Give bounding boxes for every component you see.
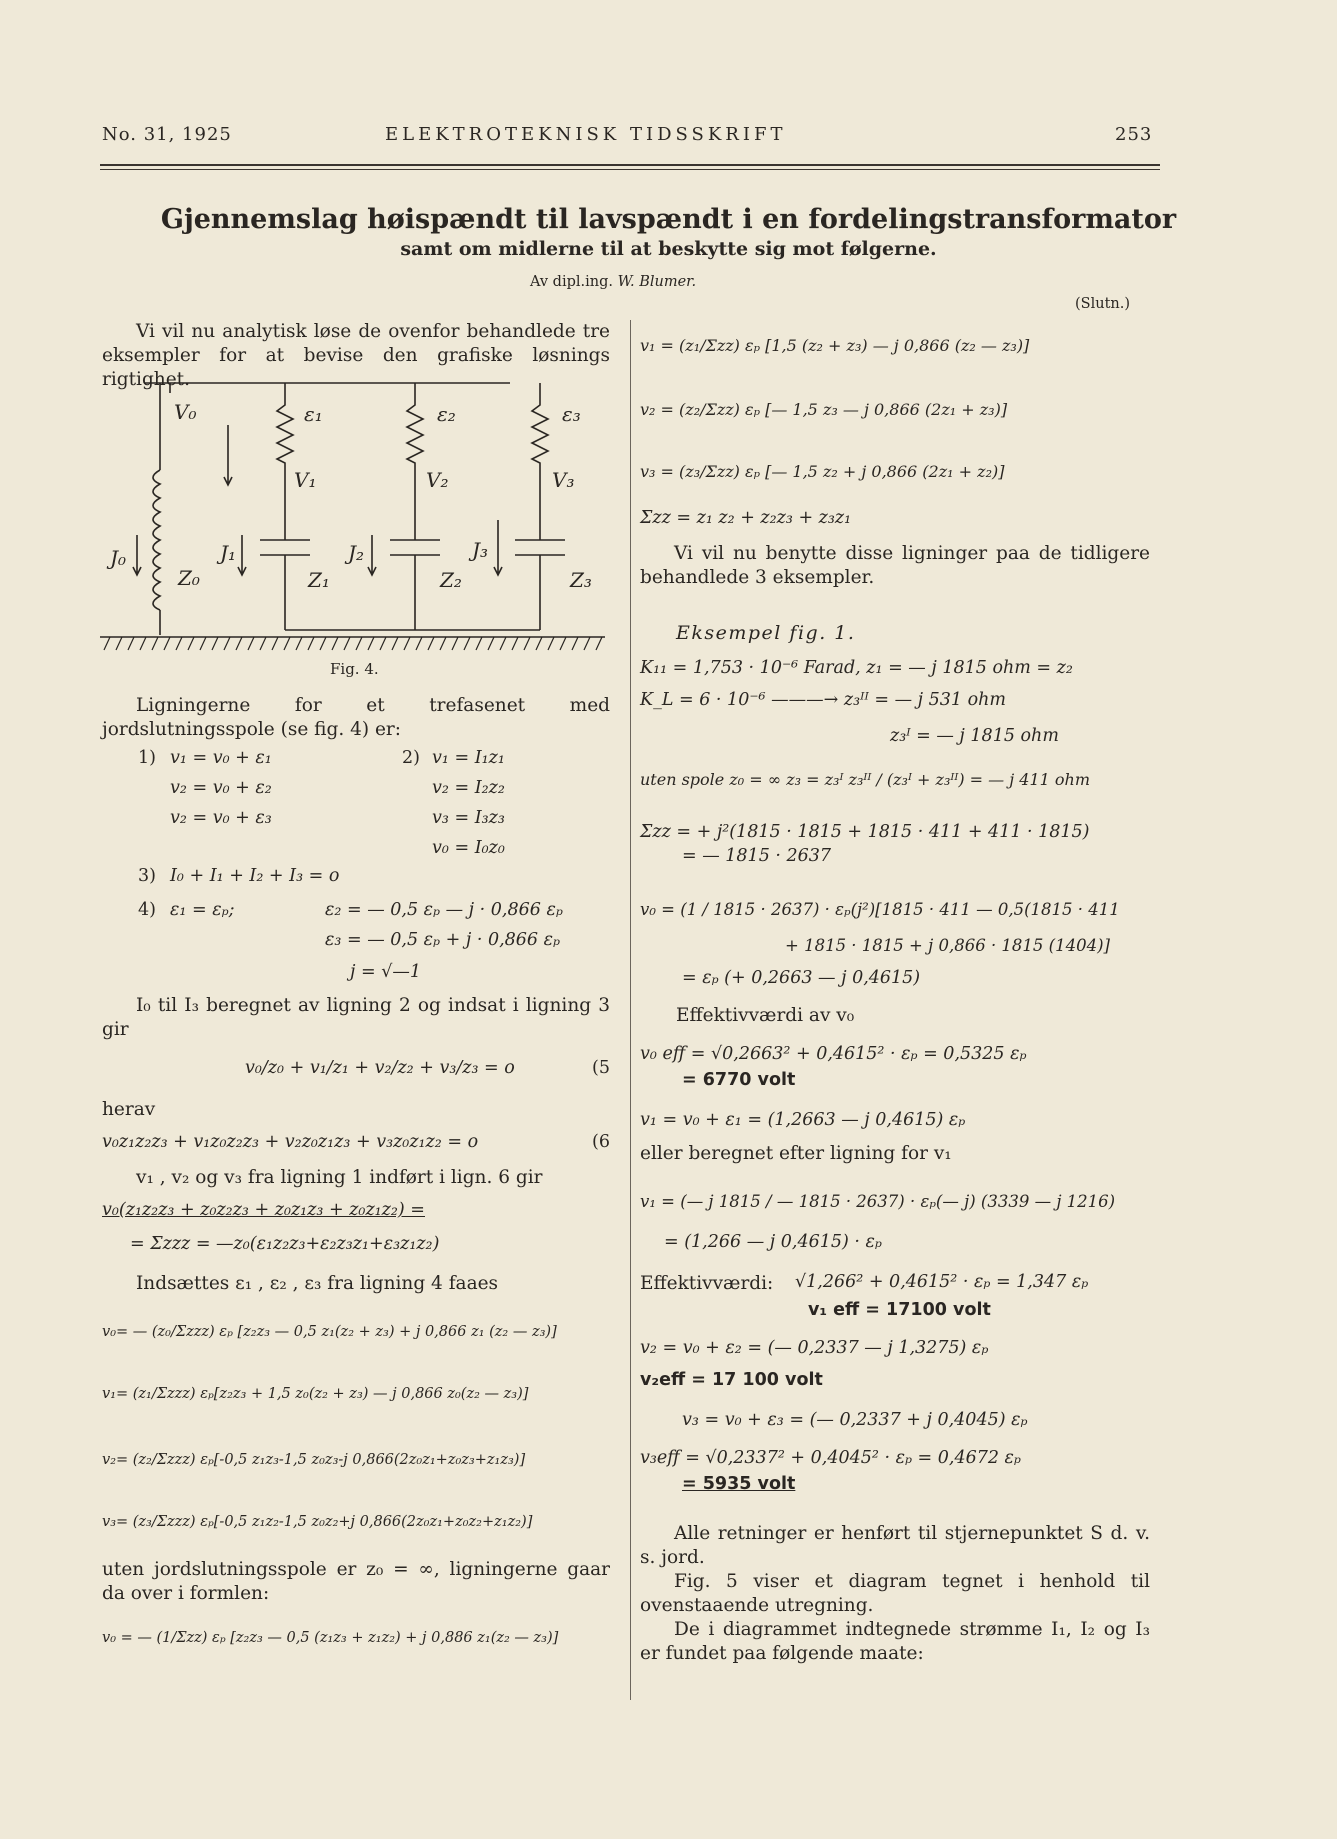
- capacitor-plates: [260, 540, 565, 555]
- v1eff: v₁ eff = 17100 volt: [808, 1300, 991, 1320]
- r3: v₃ = (z₃/Σzz) εₚ [— 1,5 z₂ + j 0,866 (2z₁ + z₂)]: [640, 462, 1005, 481]
- final-paragraph-2: Fig. 5 viser et diagram tegnet i henhold til ovenstaaende utregning.: [640, 1571, 1150, 1616]
- resistor-3: [532, 383, 548, 500]
- v0-formula-2: v₀ = — (1/Σzz) εₚ [z₂z₃ — 0,5 (z₁z₃ + z₁z₂) + j 0,886 z₁(z₂ — z₃)]: [102, 1630, 559, 1646]
- example-heading: Eksempel fig. 1.: [676, 622, 856, 644]
- figure-4-circuit: [100, 375, 610, 655]
- eq4b: ε₂ = — 0,5 εₚ — j · 0,866 εₚ: [325, 900, 563, 920]
- eq7a: v₀(z₁z₂z₃ + z₀z₂z₃ + z₀z₁z₃ + z₀z₁z₂) =: [102, 1200, 425, 1220]
- label-e2: ε₂: [437, 402, 456, 426]
- eq2-number: 2): [402, 748, 420, 768]
- eq7b: = Σzzz = —z₀(ε₁z₂z₃+ε₂z₃z₁+ε₃z₁z₂): [130, 1234, 440, 1254]
- label-V0: V₀: [174, 400, 197, 424]
- eq5: v₀/z₀ + v₁/z₁ + v₂/z₂ + v₃/z₃ = o: [245, 1058, 515, 1078]
- continued-note: (Slutn.): [1075, 296, 1130, 312]
- v1c: = (1,266 — j 0,4615) · εₚ: [664, 1232, 882, 1252]
- journal-title: ELEKTROTEKNISK TIDSSKRIFT: [385, 124, 787, 145]
- text-or: eller beregnet efter ligning for v₁: [640, 1143, 952, 1164]
- v2eff: v₂eff = 17 100 volt: [640, 1370, 823, 1390]
- eq5-number: (5: [592, 1058, 610, 1078]
- label-Z3: Z₃: [570, 568, 592, 592]
- label-V2: V₂: [426, 468, 449, 492]
- text-I0: I₀ til I₃ beregnet av ligning 2 og indsat i ligning 3 gir: [102, 995, 610, 1040]
- k2: K_L = 6 · 10⁻⁶ ———→ z₃ᴵᴵ = — j 531 ohm: [640, 690, 1007, 710]
- v1-formula: v₁= (z₁/Σzzz) εₚ[z₂z₃ + 1,5 z₀(z₂ + z₃) — j 0,866 z₀(z₂ — z₃)]: [102, 1386, 529, 1402]
- v1b: v₁ = (— j 1815 / — 1815 · 2637) · εₚ(— j) (3339 — j 1216): [640, 1192, 1116, 1211]
- ground-hatch: [104, 637, 602, 650]
- final-paragraph-3: De i diagrammet indtegnede strømme I₁, I₂ og I₃ er fundet paa følgende maate:: [640, 1619, 1150, 1664]
- herav: herav: [102, 1099, 156, 1120]
- eq-intro: Ligningerne for et trefasenet med jordslutningsspole (se fig. 4) er:: [102, 695, 610, 740]
- right-text-use: [640, 542, 1150, 590]
- eff1: √1,266² + 0,4615² · εₚ = 1,347 εₚ: [795, 1272, 1089, 1292]
- eq2d: v₀ = I₀z₀: [432, 838, 505, 858]
- eq4a: ε₁ = εₚ;: [170, 900, 235, 920]
- k4: uten spole z₀ = ∞ z₃ = z₃ᴵ z₃ᴵᴵ / (z₃ᴵ + z₃ᴵᴵ) = — j 411 ohm: [640, 770, 1090, 789]
- label-J3: J₃: [472, 538, 489, 562]
- left-eq-intro: [102, 694, 610, 742]
- left-text-I0: [102, 994, 610, 1042]
- v0a: v₀ = (1 / 1815 · 2637) · εₚ(j²)[1815 · 411 — 0,5(1815 · 411: [640, 900, 1120, 919]
- v1a: v₁ = v₀ + ε₁ = (1,2663 — j 0,4615) εₚ: [640, 1110, 966, 1130]
- text-v: v₁ , v₂ og v₃ fra ligning 1 indført i lign. 6 gir: [136, 1167, 543, 1188]
- eq2b: v₂ = I₂z₂: [432, 778, 505, 798]
- v2a: v₂ = v₀ + ε₂ = (— 0,2337 — j 1,3275) εₚ: [640, 1338, 989, 1358]
- eq4d: j = √—1: [350, 962, 421, 982]
- resistor-1: [277, 383, 293, 500]
- eq3-number: 3): [138, 866, 156, 886]
- label-J2: J₂: [348, 541, 365, 565]
- current-arrows: [133, 425, 502, 575]
- s2: = — 1815 · 2637: [682, 846, 832, 866]
- eq6-number: (6: [592, 1132, 610, 1152]
- eq1a: v₁ = v₀ + ε₁: [170, 748, 272, 768]
- header-rule: [100, 164, 1160, 166]
- eff-label: Effektivværdi:: [640, 1273, 774, 1294]
- r1: v₁ = (z₁/Σzz) εₚ [1,5 (z₂ + z₃) — j 0,866 (z₂ — z₃)]: [640, 336, 1030, 355]
- label-e1: ε₁: [304, 402, 323, 426]
- eq2c: v₃ = I₃z₃: [432, 808, 505, 828]
- article-subtitle: samt om midlerne til at beskytte sig mot følgerne.: [400, 238, 937, 260]
- v3eff: v₃eff = √0,2337² + 0,4045² · εₚ = 0,4672 εₚ: [640, 1448, 1021, 1468]
- page-number: 253: [1115, 124, 1153, 145]
- byline: [530, 274, 696, 290]
- v0b: + 1815 · 1815 + j 0,866 · 1815 (1404)]: [785, 936, 1110, 955]
- veff: v₀ eff = √0,2663² + 0,4615² · εₚ = 0,5325 εₚ: [640, 1044, 1027, 1064]
- s1: Σzz = + j²(1815 · 1815 + 1815 · 411 + 411 · 1815): [640, 822, 1090, 842]
- coil-z0: [153, 470, 160, 610]
- intro-paragraph: Vi vil nu analytisk løse de ovenfor behandlede tre eksempler for at bevise den grafiske løsnings rigtighet.: [102, 321, 610, 390]
- v3a: v₃ = v₀ + ε₃ = (— 0,2337 + j 0,4045) εₚ: [682, 1410, 1028, 1430]
- right-final: [640, 1522, 1150, 1666]
- eq1c: v₂ = v₀ + ε₃: [170, 808, 272, 828]
- v2-formula: v₂= (z₂/Σzzz) εₚ[-0,5 z₁z₃-1,5 z₀z₃-j 0,866(2z₀z₁+z₀z₃+z₁z₃)]: [102, 1452, 526, 1468]
- final-paragraph-1: Alle retninger er henført til stjernepunktet S d. v. s. jord.: [640, 1523, 1150, 1568]
- text-use: Vi vil nu benytte disse ligninger paa de tidligere behandlede 3 eksempler.: [640, 543, 1150, 588]
- text-insert: Indsættes ε₁ , ε₂ , ε₃ fra ligning 4 faaes: [136, 1273, 499, 1294]
- label-V1: V₁: [294, 468, 317, 492]
- byline-prefix: Av dipl.ing.: [530, 274, 613, 290]
- cap-wires: [285, 500, 540, 630]
- eq6: v₀z₁z₂z₃ + v₁z₀z₂z₃ + v₂z₀z₁z₃ + v₃z₀z₁z₂ = o: [102, 1132, 479, 1152]
- eq4-number: 4): [138, 900, 156, 920]
- eq4c: ε₃ = — 0,5 εₚ + j · 0,866 εₚ: [325, 930, 560, 950]
- text-without: uten jordslutningsspole er z₀ = ∞, ligningerne gaar da over i formlen:: [102, 1559, 610, 1604]
- r2: v₂ = (z₂/Σzz) εₚ [— 1,5 z₃ — j 0,866 (2z₁ + z₃)]: [640, 400, 1008, 419]
- eq1-number: 1): [138, 748, 156, 768]
- k3: z₃ᴵ = — j 1815 ohm: [890, 726, 1059, 746]
- eff-v0-text: Effektivværdi av v₀: [676, 1005, 855, 1026]
- r4: Σzz = z₁ z₂ + z₂z₃ + z₃z₁: [640, 508, 852, 528]
- label-J0: J₀: [110, 546, 127, 570]
- label-e3: ε₃: [562, 402, 581, 426]
- eq3: I₀ + I₁ + I₂ + I₃ = o: [170, 866, 340, 886]
- header-rule-2: [100, 169, 1160, 170]
- issue-number: No. 31, 1925: [102, 124, 232, 145]
- label-Z2: Z₂: [440, 568, 462, 592]
- k1: K₁₁ = 1,753 · 10⁻⁶ Farad, z₁ = — j 1815 ohm = z₂: [640, 658, 1073, 678]
- veff-value: = 6770 volt: [682, 1070, 796, 1090]
- eq2a: v₁ = I₁z₁: [432, 748, 505, 768]
- article-title: Gjennemslag høispændt til lavspændt i en fordelingstransformator: [160, 204, 1177, 235]
- label-V3: V₃: [552, 468, 575, 492]
- column-divider: [630, 320, 631, 1700]
- author-name: W. Blumer.: [617, 274, 697, 290]
- label-Z1: Z₁: [308, 568, 330, 592]
- resistor-2: [407, 383, 423, 500]
- label-J1: J₁: [220, 541, 237, 565]
- v0c: = εₚ (+ 0,2663 — j 0,4615): [682, 968, 921, 988]
- eq1b: v₂ = v₀ + ε₂: [170, 778, 272, 798]
- label-Z0: Z₀: [178, 566, 200, 590]
- v3-value: = 5935 volt: [682, 1474, 796, 1494]
- figure-caption: Fig. 4.: [330, 660, 379, 678]
- v3-formula: v₃= (z₃/Σzzz) εₚ[-0,5 z₁z₂-1,5 z₀z₂+j 0,866(2z₀z₁+z₀z₂+z₁z₂)]: [102, 1514, 533, 1530]
- v0-formula: v₀= — (z₀/Σzzz) εₚ [z₂z₃ — 0,5 z₁(z₂ + z₃) + j 0,866 z₁ (z₂ — z₃)]: [102, 1324, 557, 1340]
- left-text-without: [102, 1558, 610, 1606]
